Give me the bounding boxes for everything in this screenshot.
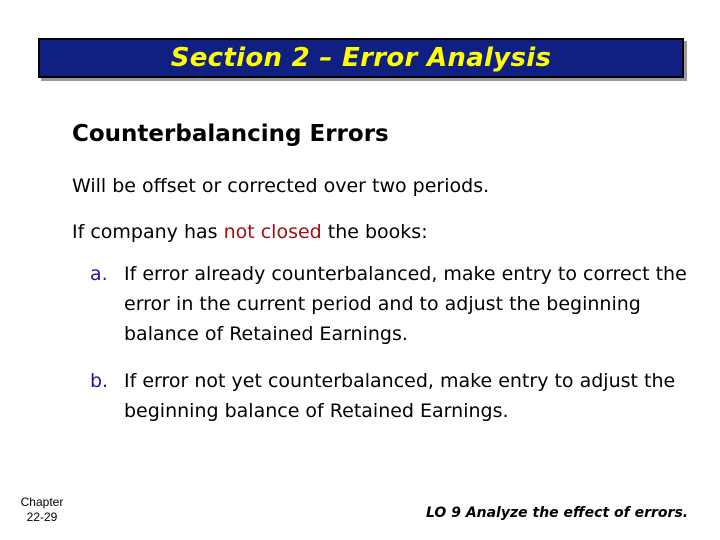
closed-books-prefix: If company has [72,221,224,243]
list-item-b [90,366,690,426]
page-number: 22-29 [26,510,58,524]
list-item-a [90,259,690,349]
learning-objective: LO 9 Analyze the effect of errors. [426,505,689,521]
list-letter-a: a. [90,263,108,285]
list-text-b: If error not yet counterbalanced, make entry to adjust the beginning balance of Retained Earnings. [124,370,676,422]
section-heading: Counterbalancing Errors [72,121,389,147]
chapter-label: Chapter [20,495,64,509]
slide-title: Section 2 – Error Analysis [170,43,552,73]
closed-books-statement [72,221,428,243]
title-banner [38,38,684,78]
list-text-a: If error already counterbalanced, make entry to correct the error in the current period and to adjust the beginning balance of Retained Earnings. [124,263,687,345]
closed-books-highlight: not closed [223,221,322,243]
closed-books-suffix: the books: [321,221,428,243]
offset-statement: Will be offset or corrected over two periods. [72,175,490,197]
chapter-info [12,495,72,525]
list-letter-b: b. [90,370,109,392]
